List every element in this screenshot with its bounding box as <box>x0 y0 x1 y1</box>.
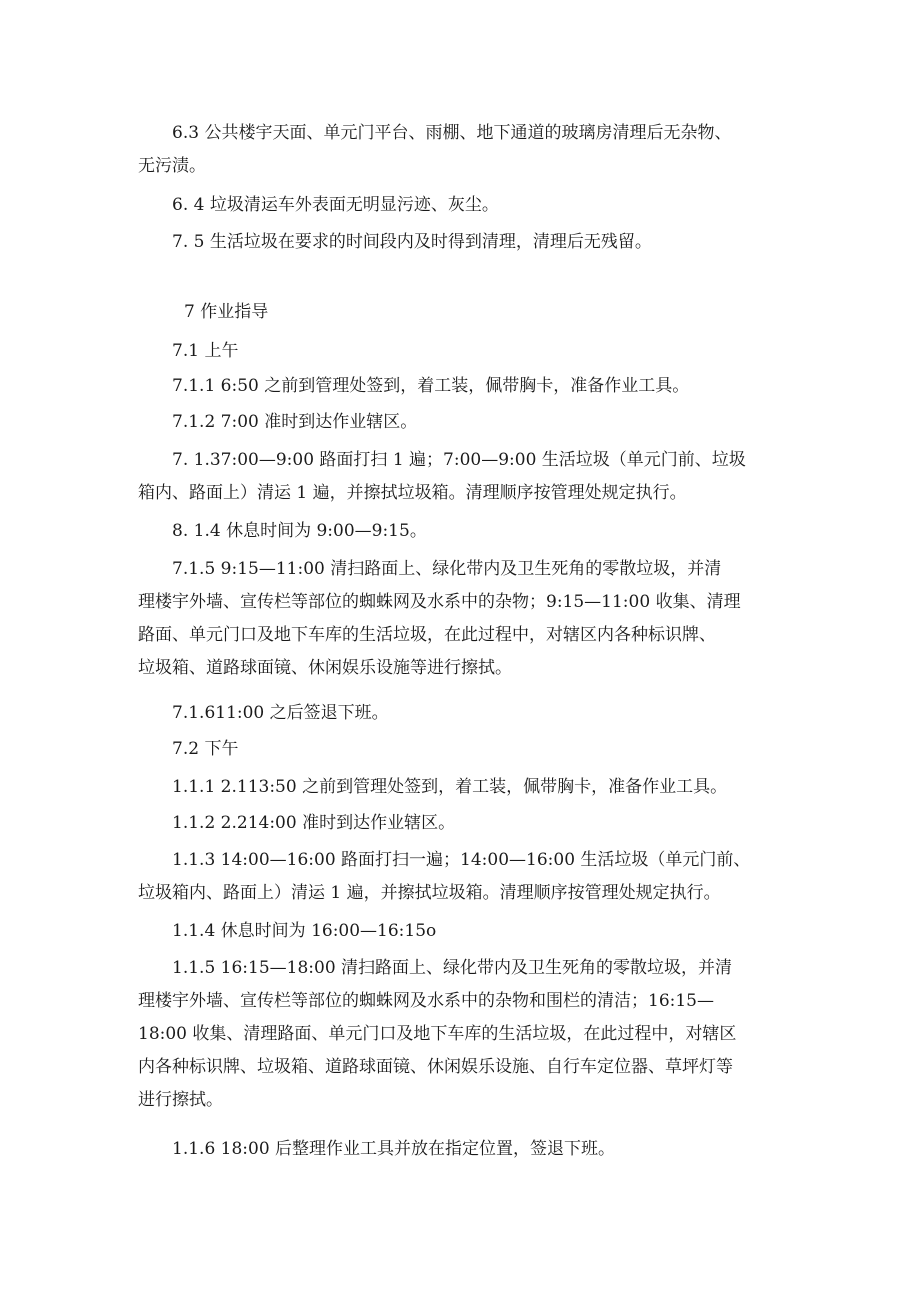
text-line: 8. 1.4 休息时间为 9:00—9:15。 <box>172 521 427 541</box>
paragraph-7-1-2 <box>138 406 818 439</box>
text-line: 7.1.5 9:15—11:00 清扫路面上、绿化带内及卫生死角的零散垃圾，并清 <box>172 559 722 579</box>
paragraph-1-1-1 <box>138 771 818 804</box>
text-line: 1.1.1 2.113:50 之前到管理处签到，着工装，佩带胸卡，准备作业工具。 <box>172 777 728 797</box>
paragraph-6-3 <box>138 117 818 183</box>
text-line: 路面、单元门口及地下车库的生活垃圾，在此过程中，对辖区内各种标识牌、 <box>138 625 716 645</box>
text-line: 18:00 收集、清理路面、单元门口及地下车库的生活垃圾，在此过程中，对辖区 <box>138 1024 737 1044</box>
paragraph-7-1-1 <box>138 370 818 403</box>
text-line: 垃圾箱、道路球面镜、休闲娱乐设施等进行擦拭。 <box>138 658 512 678</box>
paragraph-6-4 <box>138 189 818 222</box>
paragraph-1-1-3 <box>138 844 818 910</box>
section-heading-7 <box>138 296 818 329</box>
text-line: 理楼宇外墙、宣传栏等部位的蜘蛛网及水系中的杂物；9:15—11:00 收集、清理 <box>138 592 741 612</box>
text-line: 7.1.611:00 之后签退下班。 <box>172 703 389 723</box>
paragraph-7-1-5 <box>138 553 818 685</box>
subheading-7-1 <box>138 335 818 368</box>
text-line: 6.3 公共楼宇天面、单元门平台、雨棚、地下通道的玻璃房清理后无杂物、 <box>172 123 732 143</box>
text-line: 7. 1.37:00—9:00 路面打扫 1 遍；7:00—9:00 生活垃圾（单元门前、垃圾 <box>172 450 746 470</box>
text-line: 1.1.3 14:00—16:00 路面打扫一遍；14:00—16:00 生活垃圾（单元门前、 <box>172 850 751 870</box>
text-line: 箱内、路面上）清运 1 遍，并擦拭垃圾箱。清理顺序按管理处规定执行。 <box>138 483 687 503</box>
text-line: 无污渍。 <box>138 156 206 176</box>
heading-text: 7.1 上午 <box>172 341 239 361</box>
text-line: 6. 4 垃圾清运车外表面无明显污迹、灰尘。 <box>172 195 499 215</box>
paragraph-7-1-6 <box>138 697 818 730</box>
text-line: 理楼宇外墙、宣传栏等部位的蜘蛛网及水系中的杂物和围栏的清洁；16:15— <box>138 991 714 1011</box>
text-line: 1.1.5 16:15—18:00 清扫路面上、绿化带内及卫生死角的零散垃圾，并清 <box>172 958 733 978</box>
heading-text: 7.2 下午 <box>172 739 239 759</box>
text-line: 内各种标识牌、垃圾箱、道路球面镜、休闲娱乐设施、自行车定位器、草坪灯等 <box>138 1057 733 1077</box>
text-line: 7. 5 生活垃圾在要求的时间段内及时得到清理，清理后无残留。 <box>172 232 652 252</box>
paragraph-1-1-4 <box>138 915 818 948</box>
paragraph-7-1-3 <box>138 444 818 510</box>
text-line: 垃圾箱内、路面上）清运 1 遍，并擦拭垃圾箱。清理顺序按管理处规定执行。 <box>138 883 721 903</box>
text-line: 进行擦拭。 <box>138 1090 223 1110</box>
text-line: 7.1.2 7:00 准时到达作业辖区。 <box>172 412 418 432</box>
text-line: 1.1.4 休息时间为 16:00—16:15o <box>172 921 437 941</box>
text-line: 1.1.2 2.214:00 准时到达作业辖区。 <box>172 813 456 833</box>
paragraph-7-5 <box>138 226 818 259</box>
paragraph-1-1-5 <box>138 952 818 1117</box>
paragraph-1-1-6 <box>138 1133 818 1166</box>
text-line: 7.1.1 6:50 之前到管理处签到，着工装，佩带胸卡，准备作业工具。 <box>172 376 690 396</box>
text-line: 1.1.6 18:00 后整理作业工具并放在指定位置，签退下班。 <box>172 1139 616 1159</box>
paragraph-8-1-4 <box>138 515 818 548</box>
subheading-7-2 <box>138 733 818 766</box>
heading-text: 7 作业指导 <box>184 302 269 322</box>
paragraph-1-1-2 <box>138 807 818 840</box>
